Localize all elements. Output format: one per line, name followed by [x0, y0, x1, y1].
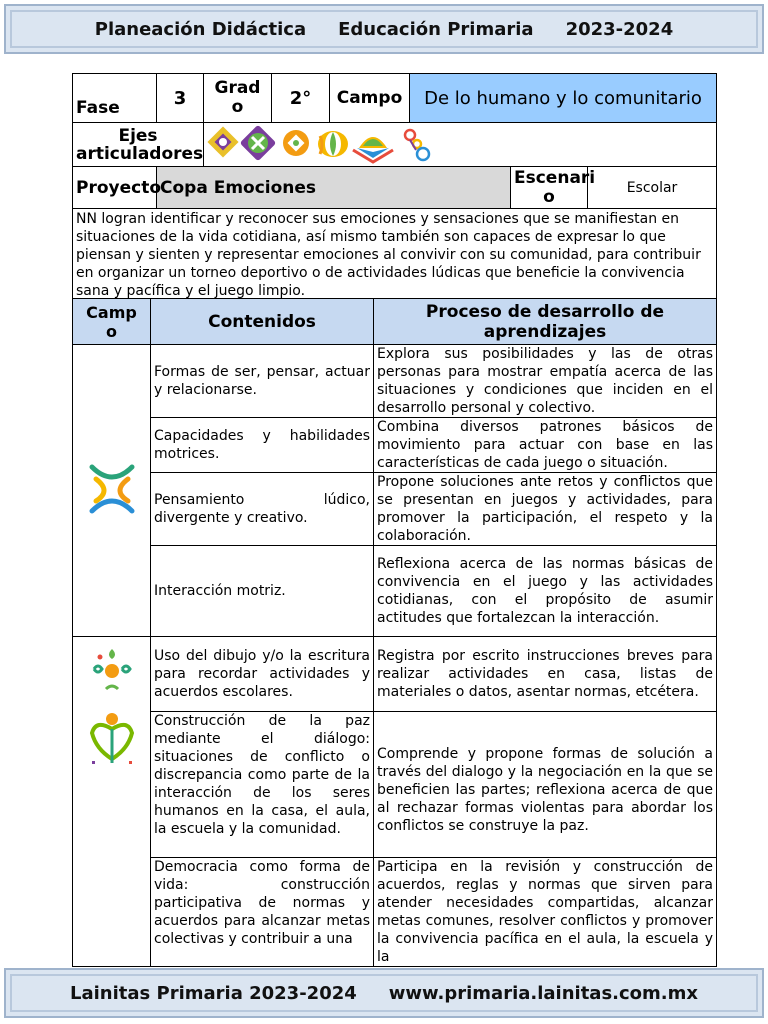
- content-table: [72, 298, 717, 967]
- row-3-proceso: Reflexiona acerca de las normas básicas de convivencia en el juego y las actividades cotidianas, con el propósito de asumir actitudes que fortalezcan la interacción.: [374, 546, 717, 637]
- escenario-value: Escolar: [588, 167, 717, 209]
- fase-value: 3: [157, 74, 204, 123]
- table-row: [73, 345, 717, 418]
- row-4-proceso: Registra por escrito instrucciones breves para realizar actividades en casa, listas de materiales o datos, asentar normas, etcétera.: [374, 637, 717, 712]
- header-title: Planeación Didáctica: [94, 18, 307, 40]
- project-description: NN logran identificar y reconocer sus emociones y sensaciones que se manifiestan en situaciones de la vida cotidiana, así mismo también son capaces de expresar lo que piensan y sienten y representar emociones al convivir con su comunidad, para contribuir en organizar un torneo deportivo o de actividades lúdicas que beneficie la convivencia sana y pacífica y el juego limpio.: [73, 209, 717, 301]
- row-3-contenido: Interacción motriz.: [151, 546, 374, 637]
- campo-lenguaje-icon: [86, 643, 138, 699]
- row-4-contenido: Uso del dibujo y/o la escritura para recordar actividades y acuerdos escolares.: [151, 637, 374, 712]
- col-header-contenidos: Contenidos: [151, 299, 374, 345]
- info-table: [72, 73, 717, 301]
- row-5-proceso: Comprende y propone formas de solución a través del dialogo y la negociación en la que se beneficien las partes; reflexiona acerca de que al rechazar formas violentas para abordar los conflictos se construye la paz.: [374, 712, 717, 858]
- ejes-interculturalidad-icon: [240, 124, 277, 161]
- row-1-proceso: Combina diversos patrones básicos de movimiento para actuar con base en las características de cada juego o situación.: [374, 418, 717, 473]
- proyecto-label: Proyecto: [73, 167, 157, 209]
- proyecto-value: Copa Emociones: [157, 167, 511, 209]
- footer-banner: [4, 968, 764, 1018]
- row-2-proceso: Propone soluciones ante retos y conflictos que se presentan en juegos y actividades, para promover la participación, el respeto y la colaboración.: [374, 473, 717, 546]
- row-2-contenido: Pensamiento lúdico, divergente y creativo.: [151, 473, 374, 546]
- ejes-label: Ejes articuladores: [73, 123, 204, 167]
- ejes-artes-icon: [405, 130, 429, 160]
- header-banner: [4, 4, 764, 54]
- campo-cell: [73, 345, 151, 637]
- campo-civica-icon: [86, 709, 138, 769]
- row-5-contenido: Construcción de la paz mediante el diálogo: situaciones de conflicto o discrepancia como parte de la interacción de los seres humanos en la casa, el aula, la escuela y la comunidad.: [151, 712, 374, 858]
- campo-cell-2: [73, 637, 151, 967]
- grado-value: 2°: [272, 74, 330, 123]
- header-level: Educación Primaria: [338, 18, 534, 40]
- ejes-lectura-icon: [353, 137, 393, 162]
- grado-label: Grad o: [204, 74, 272, 123]
- table-row: [73, 473, 717, 546]
- col-header-proceso: Proceso de desarrollo de aprendizajes: [374, 299, 717, 345]
- ejes-inclusion-icon: [207, 126, 238, 157]
- table-row: [73, 858, 717, 967]
- table-row: [73, 712, 717, 858]
- fase-label: Fase: [73, 74, 157, 123]
- table-row: [73, 418, 717, 473]
- table-row: [73, 637, 717, 712]
- row-6-contenido: Democracia como forma de vida: construcción participativa de normas y acuerdos para alcanzar metas colectivas y contribuir a una: [151, 858, 374, 967]
- row-0-contenido: Formas de ser, pensar, actuar y relacionarse.: [151, 345, 374, 418]
- ejes-icons: [204, 123, 717, 167]
- campo-value: De lo humano y lo comunitario: [410, 74, 717, 123]
- footer-right[interactable]: www.primaria.lainitas.com.mx: [388, 982, 698, 1004]
- campo-educacion-fisica-icon: [86, 461, 138, 517]
- escenario-label: Escenari o: [511, 167, 588, 209]
- row-0-proceso: Explora sus posibilidades y las de otras personas para mostrar empatía acerca de las situaciones y condiciones que inciden en el desarrollo personal y colectivo.: [374, 345, 717, 418]
- col-header-campo: Camp o: [73, 299, 151, 345]
- campo-label: Campo: [330, 74, 410, 123]
- ejes-pensamiento-critico-icon: [283, 130, 309, 156]
- row-1-contenido: Capacidades y habilidades motrices.: [151, 418, 374, 473]
- table-row: [73, 546, 717, 637]
- row-6-proceso: Participa en la revisión y construcción de acuerdos, reglas y normas que sirven para atender necesidades compartidas, alcanzar metas comunes, resolver conflictos y promover la convivencia pacífica en el aula, la escuela y la: [374, 858, 717, 967]
- header-year: 2023-2024: [565, 18, 674, 40]
- ejes-vida-saludable-icon: [318, 131, 348, 157]
- footer-left: Lainitas Primaria 2023-2024: [70, 982, 357, 1004]
